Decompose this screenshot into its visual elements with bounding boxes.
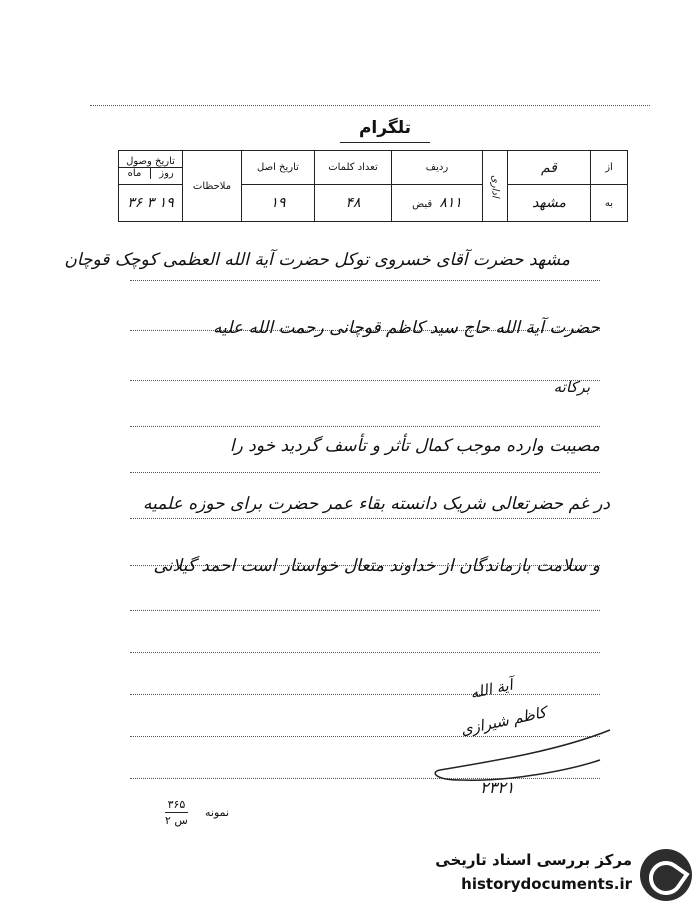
watermark-title: مرکز بررسی اسناد تاریخی bbox=[435, 851, 632, 869]
signature-flourish bbox=[420, 720, 620, 810]
message-line: برکاته bbox=[553, 378, 590, 396]
word-count-label: تعداد کلمات bbox=[315, 151, 392, 185]
watermark-url: historydocuments.ir bbox=[461, 875, 632, 893]
radif-cell bbox=[392, 185, 483, 222]
receipt-date-header bbox=[119, 151, 183, 185]
message-line: و سلامت بازماندگان از خداوند متعال خواستار است احمد گیلانی bbox=[153, 556, 600, 576]
remarks-label: ملاحظات bbox=[183, 151, 242, 222]
origin-date-value: ۱۹ bbox=[242, 185, 315, 222]
to-label: به bbox=[591, 185, 628, 222]
title-underline bbox=[340, 142, 430, 143]
message-line: حضرت آیة الله حاج سید کاظم قوچانی رحمت الله علیه bbox=[213, 318, 600, 338]
message-line: مشهد حضرت آقای خسروی توکل حضرت آیة الله العظمی کوچک قوچان bbox=[64, 250, 570, 270]
form-label: نمونه bbox=[205, 806, 230, 819]
ruled-line bbox=[130, 472, 600, 473]
document-title: تلگرام bbox=[358, 118, 412, 138]
ruled-line bbox=[130, 610, 600, 611]
form-number-top: ۳۶۵ bbox=[167, 798, 186, 811]
ruled-line bbox=[130, 426, 600, 427]
signature-line2: کاظم شیرازی bbox=[459, 703, 548, 739]
ruled-line bbox=[130, 380, 600, 381]
origin-date-label: تاریخ اصل bbox=[242, 151, 315, 185]
message-line: در غم حضرتعالی شریک دانسته بقاء عمر حضرت برای حوزه علمیه bbox=[142, 494, 610, 514]
month-label: ماه bbox=[127, 168, 142, 180]
form-number-bar bbox=[165, 812, 188, 813]
to-value: مشهد bbox=[508, 185, 591, 222]
day-label: روز bbox=[150, 168, 182, 179]
receipt-date-label: تاریخ وصول bbox=[119, 156, 182, 168]
word-count-value: ۴۸ bbox=[315, 185, 392, 222]
ruled-line bbox=[130, 652, 600, 653]
telegram-header-table bbox=[118, 150, 628, 222]
signature-line1: آیة الله bbox=[468, 675, 515, 703]
signature-number: ۲۳۲۱ bbox=[480, 778, 515, 797]
archive-logo-icon bbox=[640, 849, 692, 901]
radif-label: ردیف bbox=[392, 151, 483, 185]
vertical-note: اداری bbox=[483, 151, 508, 222]
watermark bbox=[402, 845, 692, 905]
message-line: مصیبت وارده موجب کمال تأثر و تأسف گردید خود را bbox=[229, 436, 600, 456]
form-number bbox=[165, 798, 188, 827]
from-value: قم bbox=[508, 151, 591, 185]
ruled-line bbox=[130, 694, 600, 695]
form-number-bottom: س ۲ bbox=[165, 814, 188, 827]
ruled-line bbox=[130, 518, 600, 519]
top-rule bbox=[90, 105, 650, 106]
ruled-line bbox=[130, 280, 600, 281]
receipt-date-value: ۱۹ ۳ ۳۶ bbox=[119, 185, 183, 222]
radif-value: ۸۱۱ bbox=[439, 195, 462, 212]
from-label: از bbox=[591, 151, 628, 185]
receipt-label: قبض bbox=[412, 199, 433, 211]
